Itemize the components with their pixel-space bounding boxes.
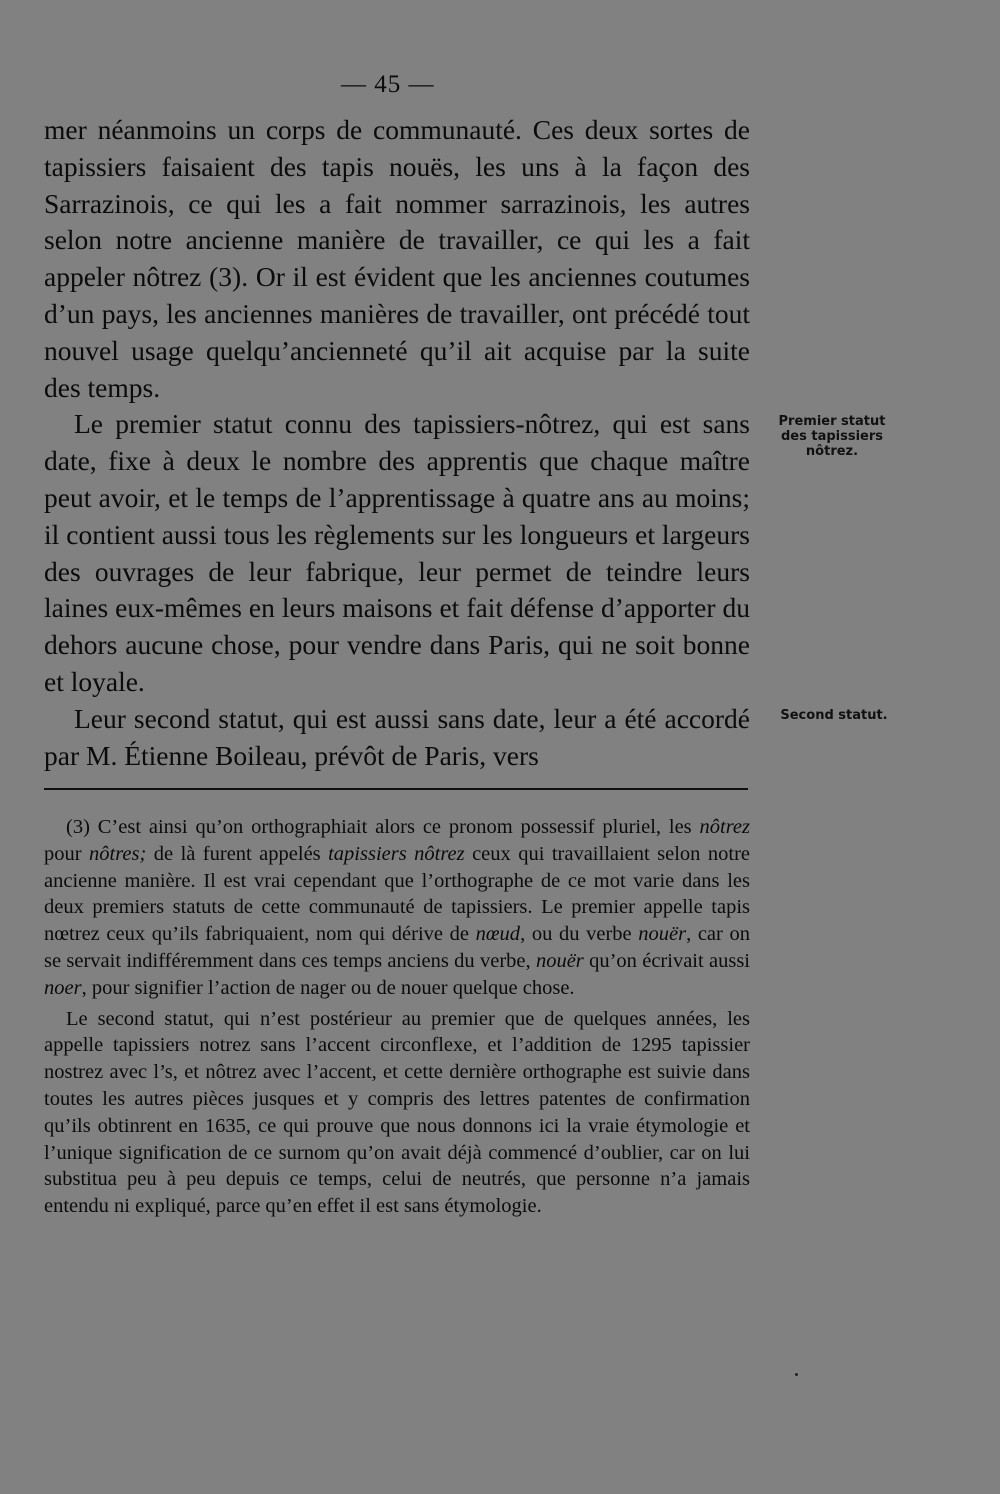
footnote-2: Le second statut, qui n’est postérieur au premier que de quelques années, les appelle tapissiers notrez sans l’accent circonflexe, et l’addition de 1295 tapissier nostrez avec l’s, et nôtrez avec l’accent, et cette dernière orthographe est suivie dans toutes les autres pièces jusques et y compris des lettres patentes de confirmation qu’ils obtinrent en 1635, ce qui prouve que nous donnons ici la vraie étymologie et l’unique signification de ce surnom qu’on avait déjà commencé d’oublier, car on lui substitua peu à peu depuis ce temps, celui de neutrés, que personne n’a jamais entendu ni expliqué, parce qu’en effet il est sans étymologie. [44, 1007, 750, 1218]
footnote-italic: nouër [535, 949, 584, 972]
footnote-separator [44, 788, 748, 790]
footnote-italic: nôtres; [89, 842, 147, 865]
footnote-text: pour [44, 842, 90, 865]
paragraph: Le premier statut connu des tapissiers-nôtrez, qui est sans date, fixe à deux le nombre des apprentis que chaque maître peut avoir, et le temps de l’apprentissage à quatre ans au moins; il contient aussi tous les règlements sur les longueurs et largeurs des ouvrages de leur fabrique, leur permet de teindre leurs laines eux-mêmes en leurs maisons et fait défense d’apporter du dehors aucune chose, pour vendre dans Paris, qui ne soit bonne et loyale. [44, 408, 750, 697]
paragraph: mer néanmoins un corps de communauté. Ces deux sortes de tapissiers faisaient des tapis nouës, les uns à la façon des Sarrazinois, ce qui les a fait nommer sarrazinois, les autres selon notre ancienne manière de travailler, ce qui les a fait appeler nôtrez (3). Or il est évident que les anciennes coutumes d’un pays, les anciennes manières de travailler, ont précédé tout nouvel usage quelqu’ancienneté qu’il ait acquise par la suite des temps. [44, 114, 750, 403]
footnote-text: de là furent appelés [146, 842, 329, 865]
footnote-text: , ou du verbe [520, 923, 639, 946]
footnote-italic: tapissiers nôtrez [328, 842, 465, 865]
margin-note-line: des tapissiers [780, 429, 884, 444]
ink-speck [795, 1373, 798, 1376]
main-text [44, 112, 750, 774]
footnote-text: ceux qui travaillaient selon notre ancienne manière. Il est vrai cependant que l’orthographe de ce mot varie dans les deux premiers statuts de cette communauté de tapissiers. Le premier appelle tapis nœtrez ceux qu’ils fabriquaient, nom qui dérive de [44, 842, 750, 946]
footnote-italic: nouër [638, 923, 687, 946]
footnote-italic: noer [44, 976, 82, 999]
margin-note-second-statut: Second statut. [780, 708, 888, 723]
footnote-marker: (3) [66, 816, 90, 838]
footnote-italic: nœud [475, 923, 521, 946]
page-number: — 45 — [341, 71, 435, 98]
footnotes [44, 814, 750, 1224]
footnote-text: , pour signifier l’action de nager ou de nouer quelque chose. [81, 976, 575, 999]
paragraph: Leur second statut, qui est aussi sans date, leur a été accordé par M. Étienne Boileau, prévôt de Paris, vers [44, 702, 750, 771]
footnote-text: , car on se servait indifféremment dans ces temps anciens du verbe, [44, 923, 750, 972]
margin-note-line: nôtrez. [805, 444, 859, 459]
footnote-text: qu’on écrivait aussi [583, 949, 750, 972]
footnote-1 [44, 814, 750, 1002]
footnote-italic: nôtrez [699, 816, 750, 838]
margin-note-premier-statut [772, 414, 892, 459]
footnote-text: C’est ainsi qu’on orthographiait alors ce pronom possessif pluriel, les [89, 816, 700, 838]
margin-note-line: Premier statut [778, 414, 886, 429]
